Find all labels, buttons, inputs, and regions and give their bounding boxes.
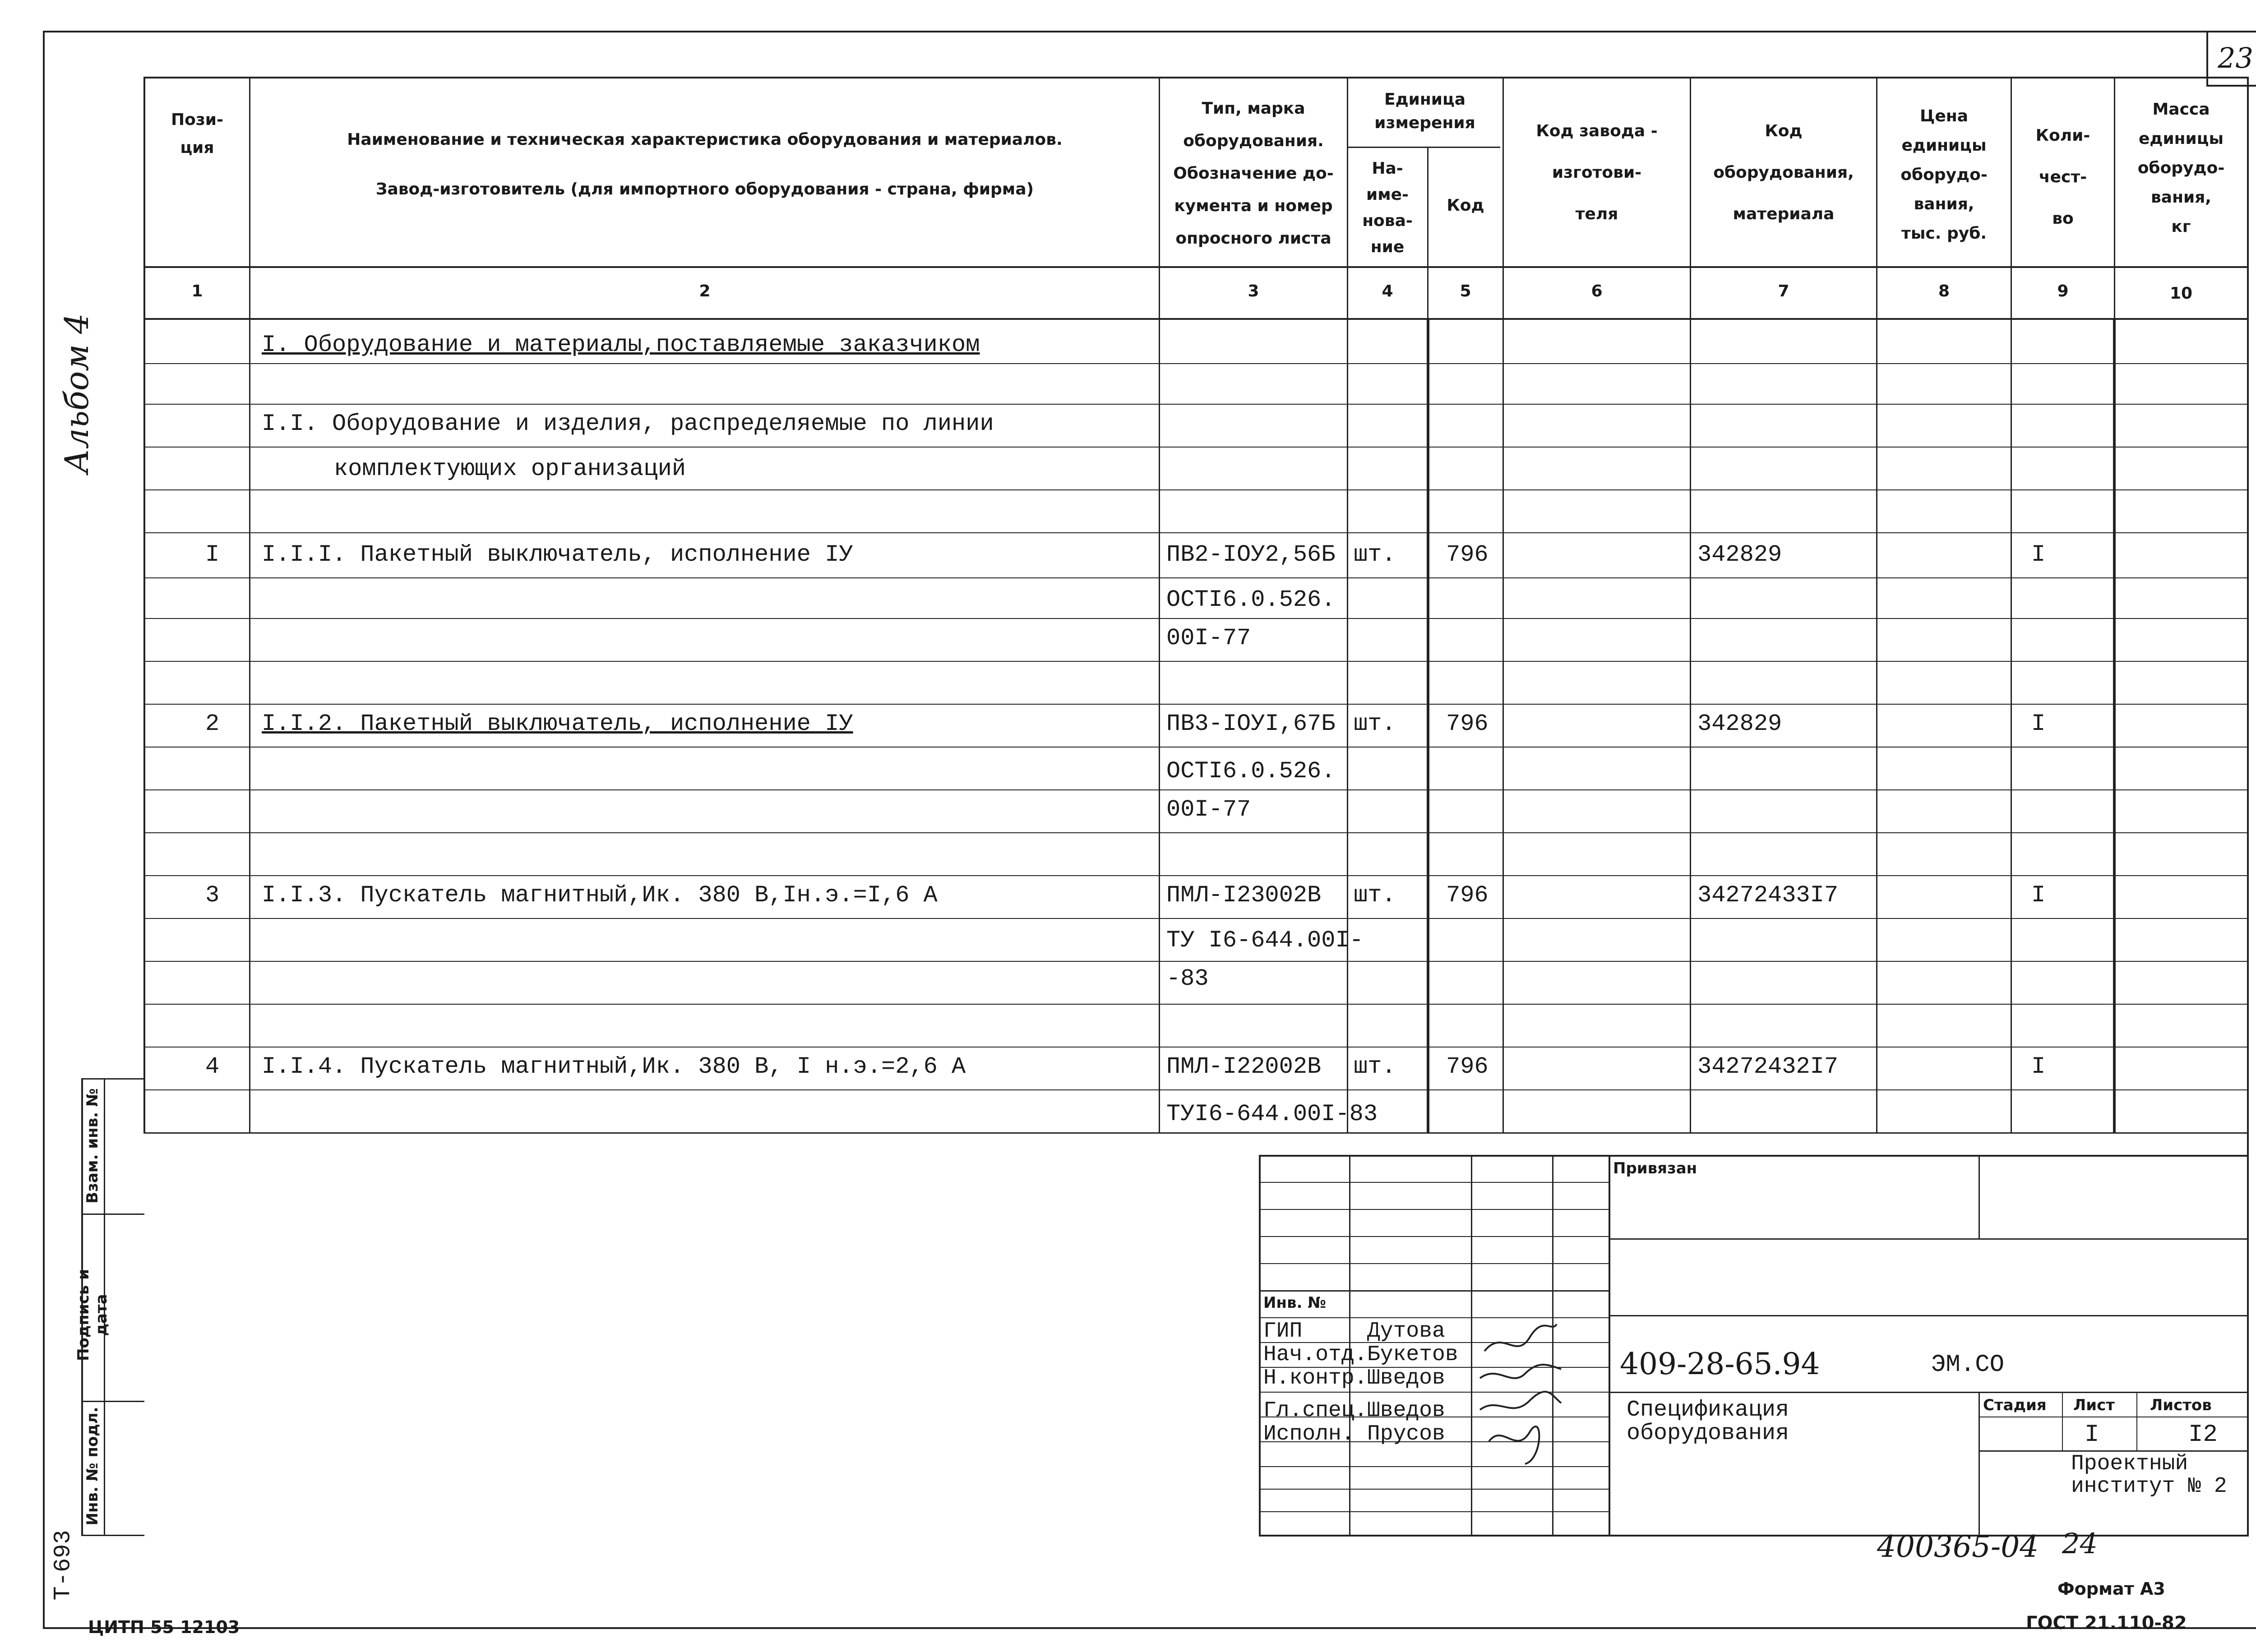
table-row-4-name: I.I.4. Пускатель магнитный,Ик. 380 В, I н.э.=2,6 А: [262, 1053, 966, 1080]
colnum-2: 2: [699, 282, 711, 300]
colnum-8: 8: [1938, 282, 1950, 300]
person-n-kontr: Н.контр.Шведов: [1263, 1366, 1445, 1390]
table-row-3-unit: шт.: [1354, 882, 1396, 909]
table-row-2-qty: I: [2031, 711, 2046, 737]
frame-top: [43, 31, 2256, 32]
header-col9: Коли- чест- во: [2035, 126, 2090, 228]
people-list: [1263, 1320, 1458, 1446]
frame-bottom: [43, 1627, 2256, 1629]
table-row-4-pos: 4: [205, 1053, 220, 1080]
table-row-3-name: I.I.3. Пускатель магнитный,Ик. 380 В,Iн.э.=I,6 А: [262, 882, 938, 909]
header-col5: Код: [1447, 196, 1484, 215]
table-row-2-doc1: ОСТI6.0.526.: [1166, 758, 1336, 784]
stadiya-label: Стадия: [1983, 1396, 2047, 1414]
header-col45: Единица измерения: [1374, 90, 1475, 132]
table-row-1-doc2: 00I-77: [1166, 625, 1251, 651]
table-row-4-qty: I: [2031, 1053, 2046, 1080]
doc-suffix: ЭМ.СО: [1931, 1351, 2005, 1379]
org-name: Проектный институт № 2: [2071, 1452, 2227, 1499]
table-row-2-name: I.I.2. Пакетный выключатель, исполнение IУ: [262, 711, 853, 737]
side-podpis: Подпись и дата: [74, 1269, 111, 1361]
table-row-4-mat: 34272432I7: [1697, 1053, 1839, 1080]
album-label: Альбом 4: [58, 313, 96, 474]
person-gip: ГИП Дутова: [1263, 1319, 1445, 1343]
table-row-1-unit: шт.: [1354, 541, 1396, 568]
table-row-3-pos: 3: [205, 882, 220, 909]
page-number: 23: [2218, 42, 2253, 74]
table-row-1-mat: 342829: [1697, 541, 1782, 568]
table-row-1-doc1: ОСТI6.0.526.: [1166, 586, 1336, 613]
header-col8: Цена единицы оборудо- вания, тыс. руб.: [1900, 107, 1988, 243]
person-gl-spec: Гл.спец.Шведов: [1263, 1398, 1445, 1423]
table-row-2-type: ПВ3-IОУI,67Б: [1166, 711, 1336, 737]
table-row-3-type: ПМЛ-I23002В: [1166, 882, 1322, 909]
doc-code: 409-28-65.94: [1620, 1347, 1820, 1381]
section-11-title-a: I.I. Оборудование и изделия, распределяемые по линии: [262, 411, 994, 437]
frame-left: [43, 31, 45, 1628]
header-col7: Код оборудования, материала: [1713, 122, 1854, 223]
table-row-4-doc1: ТУI6-644.00I-83: [1166, 1101, 1378, 1127]
archive-number: 400365-04: [1877, 1529, 2039, 1564]
bottom-left-code: ЦИТП 55 12103: [88, 1617, 240, 1637]
person-nach-otd: Нач.отд.Букетов: [1263, 1343, 1458, 1367]
archive-page: 24: [2062, 1527, 2098, 1560]
colnum-7: 7: [1778, 282, 1789, 300]
privyazan-label: Привязан: [1613, 1159, 1697, 1177]
colnum-10: 10: [2169, 284, 2193, 303]
table-row-2-mat: 342829: [1697, 711, 1782, 737]
table-row-3-code: 796: [1446, 882, 1489, 909]
table-row-1-pos: I: [205, 541, 220, 568]
header-col3: Тип, марка оборудования. Обозначение до- кумента и номер опросного листа: [1173, 99, 1334, 248]
listov-label: Листов: [2150, 1396, 2212, 1414]
section-1-title: I. Оборудование и материалы,поставляемые заказчиком: [262, 332, 980, 358]
table-row-3-qty: I: [2031, 882, 2046, 909]
table-row-3-doc2: -83: [1166, 965, 1209, 992]
header-col6: Код завода - изготови- теля: [1536, 122, 1658, 223]
header-col2: Наименование и техническая характеристика оборудования и материалов. Завод-изготовитель (для импортного оборудования - страна, фирма): [347, 130, 1063, 198]
table-row-1-type: ПВ2-IОУ2,56Б: [1166, 541, 1336, 568]
table-row-2-unit: шт.: [1354, 711, 1396, 737]
person-ispoln: Исполн. Прусов: [1263, 1422, 1445, 1446]
table-row-2-pos: 2: [205, 711, 220, 737]
table-row-3-doc1: ТУ I6-644.00I-: [1166, 927, 1364, 954]
section-11-title-b: комплектующих организаций: [334, 456, 686, 482]
table-row-4-unit: шт.: [1354, 1053, 1396, 1080]
header-col10: Масса единицы оборудо- вания, кг: [2137, 100, 2225, 236]
table-row-1-name: I.I.I. Пакетный выключатель, исполнение IУ: [262, 541, 853, 568]
inv-no-label: Инв. №: [1263, 1294, 1327, 1312]
side-vzam-inv: Взам. инв. №: [83, 1088, 102, 1204]
table-row-3-mat: 34272433I7: [1697, 882, 1839, 909]
side-code: Т-693: [50, 1530, 77, 1601]
colnum-6: 6: [1591, 282, 1603, 300]
table-row-2-doc2: 00I-77: [1166, 796, 1251, 823]
list-value: I: [2085, 1421, 2099, 1449]
doc-title: Спецификация оборудования: [1627, 1397, 1789, 1446]
list-label: Лист: [2073, 1396, 2115, 1414]
signatures: [1475, 1324, 1566, 1468]
table-row-1-code: 796: [1446, 541, 1489, 568]
colnum-4: 4: [1382, 282, 1393, 300]
table-row-4-code: 796: [1446, 1053, 1489, 1080]
colnum-5: 5: [1460, 282, 1471, 300]
format-label: Формат А3: [2057, 1579, 2165, 1599]
colnum-3: 3: [1248, 282, 1259, 300]
table-row-4-type: ПМЛ-I22002В: [1166, 1053, 1322, 1080]
table-row-2-code: 796: [1446, 711, 1489, 737]
colnum-1: 1: [191, 282, 203, 300]
gost-label: ГОСТ 21.110-82: [2026, 1613, 2187, 1634]
table-row-1-qty: I: [2031, 541, 2046, 568]
header-col4: На- име- нова- ние: [1362, 159, 1413, 256]
listov-value: I2: [2188, 1421, 2218, 1449]
colnum-9: 9: [2057, 282, 2069, 300]
side-inv-podl: Инв. № подл.: [83, 1407, 102, 1526]
header-col1: Пози- ция: [171, 111, 223, 157]
